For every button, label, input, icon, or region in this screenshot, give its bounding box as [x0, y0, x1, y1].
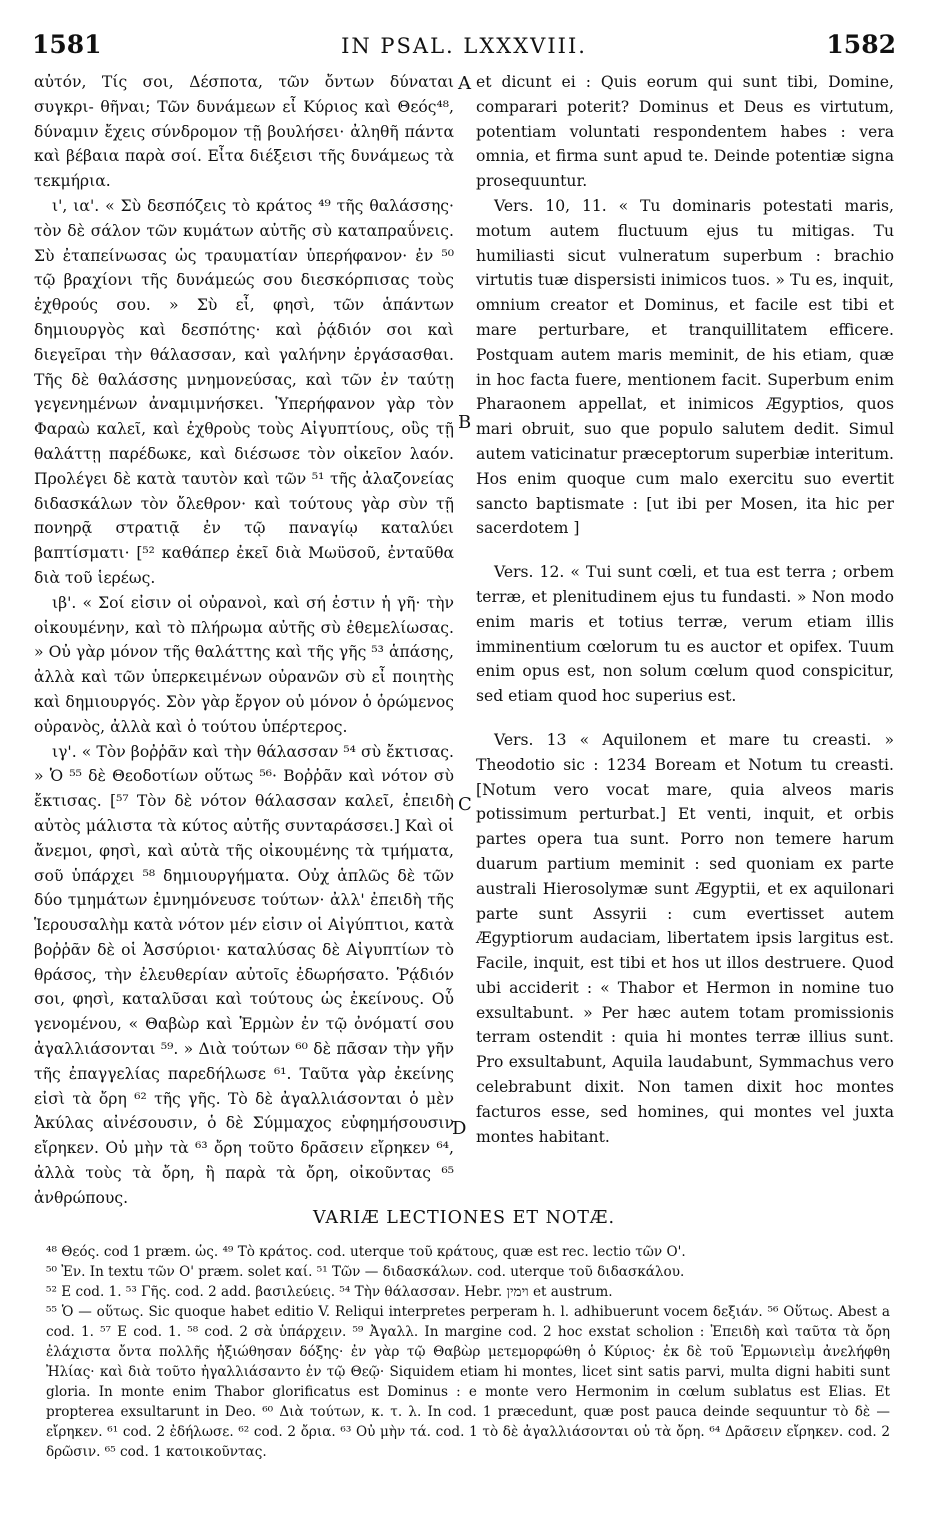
latin-column	[476, 70, 894, 1149]
page-header	[32, 30, 896, 66]
running-title: IN PSAL. LXXXVIII.	[341, 34, 587, 58]
note-line: ⁵⁵ Ὁ — οὕτως. Sic quoque habet editio V. Reliqui interpretes perperam h. l. adhibuerunt vocem δεξιάν. ⁵⁶ Οὕτως. Abest a cod. 1. ⁵⁷ E cod. 1. ⁵⁸ cod. 2 σὰ ὑπάρχειν. ⁵⁹ Ἀγαλλ. In margine cod. 2 hoc exstat scholion : Ἐπειδὴ καὶ ταῦτα τὰ ὄρη ἐλάχιστα ὄντα πολλῆς ἠξιώθησαν δόξης· ἐν γὰρ τῷ Θαβὼρ μετεμορφώθη ὁ Κύριος· ἐκ δὲ τοῦ Ἑρμωνιεὶμ ἀνελήφθη Ἠλίας· καὶ διὰ τοῦτο ἠγαλλιάσαντο ἐν τῷ Θεῷ· Siquidem etiam hi montes, licet sint satis parvi, multa digni habiti sunt gloria. In monte enim Thabor glorificatus est Dominus : e monte vero Hermonim in cœlum sublatus est Elias. Et propterea exsultarunt in Deo. ⁶⁰ Διὰ τούτων, κ. τ. λ. In cod. 1 præcedunt, quæ post pauca deinde sequuntur τὸ δὲ — εἴρηκεν. ⁶¹ cod. 2 ἐδήλωσε. ⁶² cod. 2 ὄρια. ⁶³ Οὐ μὴν τά. cod. 1 τὸ δὲ ἀγαλλιάσονται οὐ τὰ ὄρη. ⁶⁴ Δρᾶσειν εἴρηκεν. cod. 2 δρῶσιν. ⁶⁵ cod. 1 κατοικοῦντας.	[46, 1304, 890, 1460]
note-line: ⁴⁸ Θεός. cod 1 præm. ὡς. ⁴⁹ Τὸ κράτος. cod. uterque τοῦ κράτους, quæ est rec. lectio τῶν Ο'.	[46, 1244, 686, 1260]
latin-paragraph: Vers. 13 « Aquilonem et mare tu creasti. » Theodotio sic : 1234 Boream et Notum tu creasti. [Notum vero vocat mare, quia alveos maris potissimum perturbat.] Et venti, inquit, et orbis partes opera tua sunt. Porro non temere harum duarum partium meminit : sed quoniam ex parte australi Hierosolymæ sunt Ægyptii, et ex aquilonari parte sunt Assyrii : cum evertisset autem Ægyptiorum audaciam, libertatem ipsis largitus est. Facile, inquit, est tibi et hos ut illos destruere. Quod ubi acciderit : « Thabor et Hermon in nomine tuo exsultabunt. » Per hæc autem totam promissionis terram ostendit : quia hi montes terræ illius sunt. Pro exsultabunt, Aquila laudabunt, Symmachus vero celebrabunt dixit. Non tamen dixit hoc montes facturos esse, sed homines, qui montes vel juxta montes habitant.	[476, 730, 894, 1146]
notes-title: VARIÆ LECTIONES ET NOTÆ.	[312, 1208, 616, 1228]
greek-column	[34, 70, 454, 1211]
note-line: ⁵² E cod. 1. ⁵³ Γῆς. cod. 2 add. βασιλεύεις. ⁵⁴ Τὴν θάλασσαν. Hebr. וימין et austrum.	[46, 1284, 613, 1300]
margin-letter-b: B	[458, 412, 472, 433]
latin-paragraph: Vers. 10, 11. « Tu dominaris potestati maris, motum autem fluctuum ejus tu mitigas. Tu humiliasti sicut vulneratum superbum : brachio virtutis tuæ dispersisti inimicos tuos. » Tu es, inquit, omnium creator et Dominus, et facile est tibi et mare perturbare, et tranquillitatem efficere. Postquam autem maris meminit, de his etiam, quæ in hoc facta fuere, mentionem facit. Superbum enim Pharaonem appellat, et inimicos Ægyptios, quos mari obruit, suo que populo salutem dedit. Simul autem vaticinatur præceptorum superbiæ interitum. Hos enim quoque cum malo exercitu suo evertit sancto baptismate : [ut ibi per Mosen, ita hic per sacerdotem ]	[476, 196, 894, 538]
margin-letter-d: D	[452, 1118, 467, 1139]
page-number-right: 1582	[826, 30, 896, 59]
greek-paragraph: αὐτόν, Τίς σοι, Δέσποτα, τῶν ὄντων δύναται συγκρι- θῆναι; Τῶν δυνάμεων εἶ Κύριος καὶ Θεός⁴⁸, δύναμιν ἔχεις σύνδρομον τῇ βουλήσει· ἀληθῆ πάντα καὶ βέβαια παρὰ σοί. Εἶτα διέξεισι τῆς δυνάμεως τὰ τεκμήρια.	[34, 73, 454, 191]
margin-letter-a: A	[458, 73, 471, 94]
margin-letter-c: C	[458, 794, 472, 815]
greek-paragraph: ι', ια'. « Σὺ δεσπόζεις τὸ κράτος ⁴⁹ τῆς θαλάσσης· τὸν δὲ σάλον τῶν κυμάτων αὐτῆς σὺ καταπραΰνεις. Σὺ ἐταπείνωσας ὡς τραυματίαν ὑπερήφανον· ἐν ⁵⁰ τῷ βραχίονι τῆς δυνάμεώς σου διεσκόρπισας τοὺς ἐχθρούς σου. » Σὺ εἶ, φησὶ, τῶν ἁπάντων δημιουργὸς καὶ δεσπότης· καὶ ῥᾴδιόν σοι καὶ διεγεῖραι τὴν θάλασσαν, καὶ γαλήνην ἐργάσασθαι. Τῆς δὲ θαλάσσης μνημονεύσας, καὶ τῶν ἐν ταύτῃ γεγενημένων ἀναμιμνήσκει. Ὑπερήφανον γὰρ τὸν Φαραὼ καλεῖ, καὶ ἐχθροὺς τοὺς Αἰγυπτίους, οὓς τῇ θαλάττῃ παρέδωκε, καὶ διέσωσε τὸν οἰκεῖον λαόν. Προλέγει δὲ κατὰ ταυτὸν καὶ τῶν ⁵¹ τῆς ἀλαζονείας διδασκάλων τὸν ὄλεθρον· καὶ τούτους γὰρ σὺν τῇ πονηρᾷ στρατιᾷ ἐν τῷ παναγίῳ καταλύει βαπτίσματι· [⁵² καθάπερ ἐκεῖ διὰ Μωϋσοῦ, ἐνταῦθα διὰ τοῦ ἱερέως.	[34, 196, 454, 587]
greek-paragraph: ιγ'. « Τὸν βοῤῥᾶν καὶ τὴν θάλασσαν ⁵⁴ σὺ ἔκτισας. » Ὁ ⁵⁵ δὲ Θεοδοτίων οὕτως ⁵⁶· Βοῤῥᾶν καὶ νότον σὺ ἔκτισας. [⁵⁷ Τὸν δὲ νότον θάλασσαν καλεῖ, ἐπειδὴ αὐτὸς μάλιστα τὰ κύτος αὐτῆς συνταράσσει.] Καὶ οἱ ἄνεμοι, φησὶ, καὶ αὐτὰ τῆς οἰκουμένης τὰ τμήματα, σοῦ ὑπάρχει ⁵⁸ δημιουργήματα. Οὐχ ἁπλῶς δὲ τῶν δύο τμημάτων ἐμνημόνευσε τούτων· ἀλλ' ἐπειδὴ τῆς Ἱερουσαλὴμ κατὰ νότον μέν εἰσιν οἱ Αἰγύπτιοι, κατὰ βοῤῥᾶν δὲ οἱ Ἀσσύριοι· καταλύσας δὲ Αἰγυπτίων τὸ θράσος, τὴν ἐλευθερίαν αὐτοῖς ἐδωρήσατο. Ῥᾴδιόν σοι, φησὶ, καταλῦσαι καὶ τούτους ὡς ἐκείνους. Οὗ γενομένου, « Θαβὼρ καὶ Ἑρμὼν ἐν τῷ ὀνόματί σου ἀγαλλιάσονται ⁵⁹. » Διὰ τούτων ⁶⁰ δὲ πᾶσαν τὴν γῆν τῆς ἐπαγγελίας παρεδήλωσε ⁶¹. Ταῦτα γὰρ ἐκείνης εἰσὶ τὰ ὄρη ⁶² τῆς γῆς. Τὸ δὲ ἀγαλλιάσονται ὁ μὲν Ἀκύλας αἰνέσουσιν, ὁ δὲ Σύμμαχος εὐφημήσουσιν εἴρηκεν. Οὐ μὴν τὰ ⁶³ ὄρη τοῦτο δρᾶσειν εἴρηκεν ⁶⁴, ἀλλὰ τοὺς τὰ ὄρη, ἢ παρὰ τὰ ὄρη, οἰκοῦντας ⁶⁵ ἀνθρώπους.	[34, 742, 454, 1207]
notes-section	[46, 1242, 890, 1462]
page-number-left: 1581	[32, 30, 102, 59]
latin-paragraph: Vers. 12. « Tui sunt cœli, et tua est terra ; orbem terræ, et plenitudinem ejus tu fundasti. » Non modo enim maris et totius terræ, verum etiam illis imminentium cœlorum tu es auctor et opifex. Tuum enim opus est, non solum cœlum quod conspicitur, sed etiam quod hoc superius est.	[476, 563, 894, 706]
latin-paragraph: et dicunt ei : Quis eorum qui sunt tibi, Domine, comparari poterit? Dominus et Deus es virtutum, potentiam voluntati respondentem habes : vera omnia, et firma sunt apud te. Deinde potentiæ signa prosequuntur.	[476, 73, 894, 191]
greek-paragraph: ιβ'. « Σοί εἰσιν οἱ οὐρανοὶ, καὶ σή ἐστιν ἡ γῆ· τὴν οἰκουμένην, καὶ τὸ πλήρωμα αὐτῆς σὺ ἐθεμελίωσας. » Οὐ γὰρ μόνον τῆς θαλάττης καὶ τῆς γῆς ⁵³ ἁπάσης, ἀλλὰ καὶ τῶν ὑπερκειμένων οὐρανῶν σὺ εἶ ποιητὴς καὶ δημιουργός. Σὸν γὰρ ἔργον οὐ μόνον ὁ ὁρώμενος οὐρανὸς, ἀλλὰ καὶ ὁ τούτου ὑπέρτερος.	[34, 593, 454, 736]
note-line: ⁵⁰ Ἐν. In textu τῶν Ο' præm. solet καί. ⁵¹ Τῶν — διδασκάλων. cod. uterque τοῦ διδασκάλου.	[46, 1264, 685, 1280]
